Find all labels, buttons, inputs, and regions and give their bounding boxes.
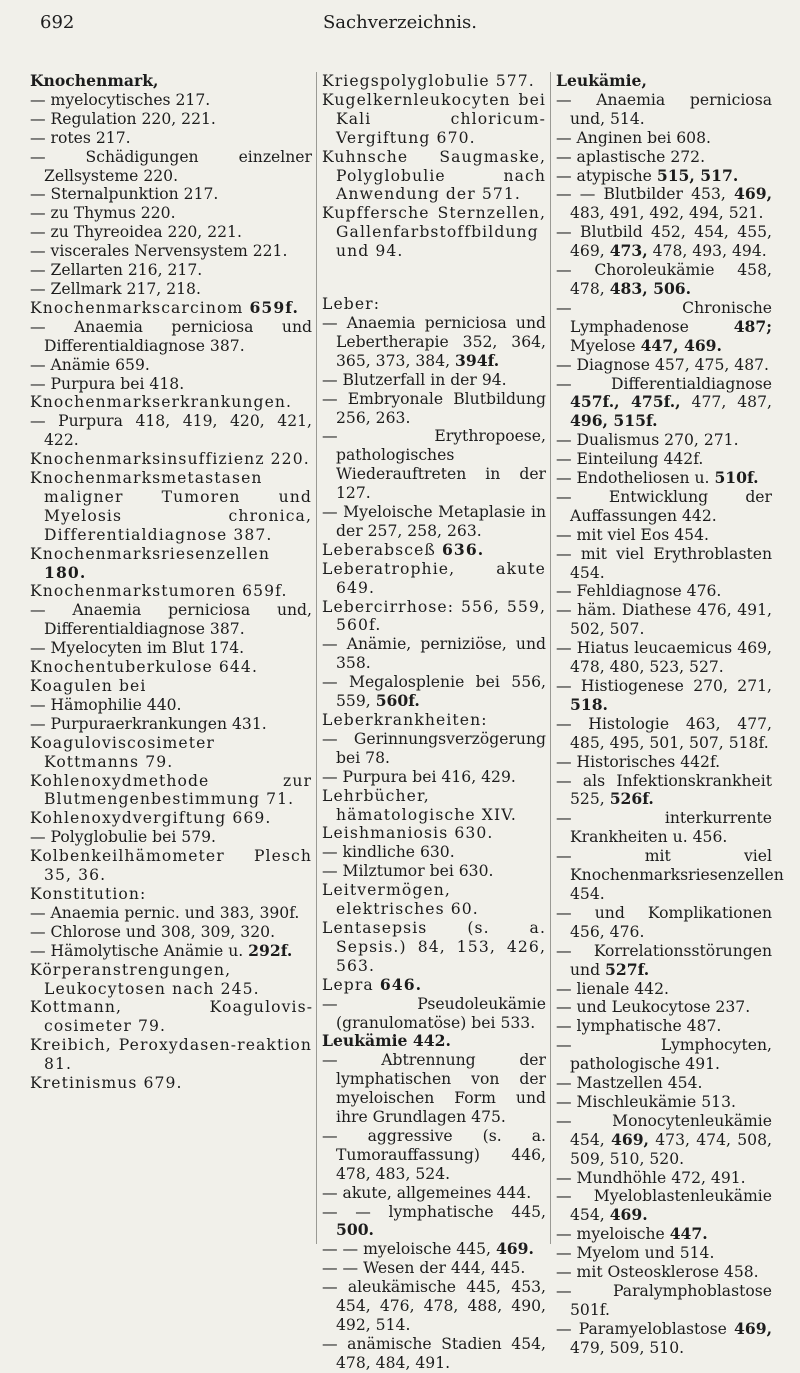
index-entry: — mit viel Eos 454. bbox=[556, 525, 709, 544]
index-entry: Koaguloviscosimeter Kottmanns 79. bbox=[30, 733, 215, 771]
index-entry: — Einteilung 442f. bbox=[556, 450, 704, 469]
index-entry: Kottmann, Koaguloviscosimeter 79. bbox=[30, 998, 312, 1036]
bold-page-ref: 500. bbox=[336, 1220, 374, 1240]
index-entry: Leber: bbox=[322, 295, 381, 314]
index-entry: Kupffersche Sternzellen, Gallenfarbstoffbildung und 94. bbox=[322, 204, 546, 261]
index-entry: Körperanstrengungen, Leukocytosen nach 245. bbox=[30, 960, 260, 998]
index-entry: — häm. Diathese 476, 491, 502, 507. bbox=[556, 601, 772, 639]
index-entry: — Zellarten 216, 217. bbox=[30, 261, 203, 280]
bold-page-ref: 469, bbox=[611, 1129, 649, 1149]
index-entry: — Mastzellen 454. bbox=[556, 1074, 703, 1093]
index-entry: Koagulen bei bbox=[30, 677, 147, 695]
index-entry: — als Infektionskrankheit 525, 526f. bbox=[556, 771, 772, 809]
bold-page-ref: 447, 469. bbox=[640, 335, 722, 355]
index-entry: Kugelkernleukocyten bei Kali chloricum-Vergiftung 670. bbox=[322, 90, 546, 147]
index-entry: — Myeloblastenleukämie 454, 469. bbox=[556, 1187, 772, 1225]
index-entry: Knochenmarkserkrankungen. bbox=[30, 393, 293, 412]
bold-page-ref: 447. bbox=[669, 1224, 708, 1244]
bold-page-ref: 527f. bbox=[605, 959, 650, 979]
index-entry: Knochenmarkscarcinom 659f. bbox=[30, 297, 300, 317]
index-entry: — Pseudoleukämie (granulomatöse) bei 533. bbox=[322, 994, 546, 1032]
page-number: 692 bbox=[40, 12, 75, 33]
index-entry: — Abtrennung der lymphatischen von der myeloischen Form und ihre Grundlagen 475. bbox=[322, 1051, 546, 1127]
bold-page-ref: 473, bbox=[609, 241, 648, 261]
index-entry: — Myelom und 514. bbox=[556, 1244, 715, 1263]
index-entry: — Anaemia perniciosa und, 514. bbox=[556, 90, 772, 128]
index-column-1 bbox=[30, 72, 312, 1093]
index-entry: — Megalosplenie bei 556, 559, 560f. bbox=[322, 673, 546, 711]
bold-page-ref: 510f. bbox=[714, 468, 759, 488]
index-entry: — Hämophilie 440. bbox=[30, 695, 182, 714]
index-entry: — Purpuraerkrankungen 431. bbox=[30, 714, 267, 733]
bold-page-ref: 560f. bbox=[375, 691, 420, 711]
index-entry: Knochenmarksinsuffizienz 220. bbox=[30, 450, 310, 469]
index-entry: — Korrelationsstörungen und 527f. bbox=[556, 941, 772, 979]
index-entry: — Purpura bei 416, 429. bbox=[322, 767, 516, 786]
index-entry: — Schädigungen einzelner Zellsysteme 220. bbox=[30, 147, 312, 185]
bold-page-ref: 483, 506. bbox=[609, 278, 692, 298]
index-entry: — zu Thymus 220. bbox=[30, 204, 176, 223]
bold-page-ref: 180. bbox=[44, 562, 87, 582]
index-entry: Konstitution: bbox=[30, 884, 147, 903]
index-entry: — Myelocyten im Blut 174. bbox=[30, 639, 245, 658]
index-entry: — atypische 515, 517. bbox=[556, 165, 739, 185]
index-entry: — Endotheliosen u. 510f. bbox=[556, 468, 759, 488]
index-entry: Leberabsceß 636. bbox=[322, 539, 485, 559]
column-divider bbox=[550, 72, 551, 1244]
index-entry: Lebercirrhose: 556, 559, 560f. bbox=[322, 597, 546, 635]
index-entry: — Anginen bei 608. bbox=[556, 128, 711, 147]
index-entry: — Historisches 442f. bbox=[556, 752, 721, 771]
index-entry: — Paralymphoblastose 501f. bbox=[556, 1282, 772, 1319]
index-entry: — lymphatische 487. bbox=[556, 1017, 722, 1036]
index-entry: — Anämie, perniziöse, und 358. bbox=[322, 635, 546, 673]
index-entry: Knochenmarksmetastasen maligner Tumoren und Myelosis chronica, Differentialdiagnose 387. bbox=[30, 469, 312, 544]
index-entry: — Blutzerfall in der 94. bbox=[322, 370, 507, 389]
index-heading: Leukämie 442. bbox=[322, 1031, 451, 1051]
index-entry: — Histiogenese 270, 271, 518. bbox=[556, 677, 772, 714]
index-entry: Knochenmarksriesenzellen 180. bbox=[30, 544, 270, 582]
running-title: Sachverzeichnis. bbox=[322, 12, 478, 33]
index-entry: — Mischleukämie 513. bbox=[556, 1092, 736, 1111]
index-entry: Kreibich, Peroxydasen-reaktion 81. bbox=[30, 1036, 312, 1074]
index-entry: — Anaemia pernic. und 383, 390f. bbox=[30, 903, 300, 922]
index-entry: — rotes 217. bbox=[30, 128, 131, 147]
bold-page-ref: 526f. bbox=[609, 789, 654, 809]
index-entry: — Sternalpunktion 217. bbox=[30, 185, 219, 204]
index-entry: — Chlorose und 308, 309, 320. bbox=[30, 922, 276, 941]
bold-page-ref: 469. bbox=[495, 1239, 534, 1259]
index-entry: — aggressive (s. a. Tumorauffassung) 446, 478, 483, 524. bbox=[322, 1126, 546, 1183]
index-entry: — aplastische 272. bbox=[556, 147, 706, 166]
index-entry: — Embryonale Blutbildung 256, 263. bbox=[322, 389, 546, 427]
index-entry: Kriegspolyglobulie 577. bbox=[322, 72, 535, 90]
index-entry: — Monocytenleukämie 454, 469, 473, 474, 508, 509, 510, 520. bbox=[556, 1111, 772, 1168]
index-entry: — myeloische 447. bbox=[556, 1224, 708, 1244]
index-entry: — mit viel Erythroblasten 454. bbox=[556, 544, 772, 582]
index-entry: Kohlenoxydvergiftung 669. bbox=[30, 809, 272, 828]
index-entry: — Fehldiagnose 476. bbox=[556, 582, 722, 601]
bold-page-ref: 469. bbox=[609, 1205, 648, 1225]
index-entry: Kretinismus 679. bbox=[30, 1074, 183, 1093]
index-entry: — — Wesen der 444, 445. bbox=[322, 1259, 526, 1278]
index-entry: — Entwicklung der Auffassungen 442. bbox=[556, 487, 772, 525]
index-entry: — Anaemia perniciosa und Differentialdiagnose 387. bbox=[30, 317, 312, 355]
index-entry: — Anämie 659. bbox=[30, 355, 150, 374]
index-entry: — Chronische Lymphadenose 487; Myelose 447, 469. bbox=[556, 298, 772, 355]
index-entry: — Regulation 220, 221. bbox=[30, 109, 216, 128]
index-entry: — Anaemia perniciosa und, Differentialdiagnose 387. bbox=[30, 601, 312, 639]
index-entry: — Paramyeloblastose 469, 479, 509, 510. bbox=[556, 1318, 772, 1357]
index-entry: — Hiatus leucaemicus 469, 478, 480, 523, 527. bbox=[556, 639, 772, 677]
bold-page-ref: 469, bbox=[734, 184, 772, 204]
index-entry: — Zellmark 217, 218. bbox=[30, 279, 201, 298]
bold-page-ref: 487; bbox=[733, 316, 772, 336]
index-entry: — aleukämische 445, 453, 454, 476, 478, 488, 490, 492, 514. bbox=[322, 1278, 546, 1334]
index-heading: Knochenmark, bbox=[30, 71, 159, 90]
index-entry: — Anaemia perniciosa und Lebertherapie 352, 364, 365, 373, 384, 394f. bbox=[322, 313, 546, 370]
index-entry: — und Leukocytose 237. bbox=[556, 998, 751, 1017]
index-entry: Leberatrophie, akute 649. bbox=[322, 559, 546, 597]
index-entry: — Histologie 463, 477, 485, 495, 501, 507, 518f. bbox=[556, 714, 772, 752]
index-entry: — Gerinnungsverzögerung bei 78. bbox=[322, 729, 546, 767]
index-column-3 bbox=[556, 71, 784, 1358]
index-entry: — interkurrente Krankheiten u. 456. bbox=[556, 809, 772, 847]
index-entry: — und Komplikationen 456, 476. bbox=[556, 903, 772, 941]
index-entry: Lepra 646. bbox=[322, 974, 423, 994]
index-entry: Leitvermögen, elektrisches 60. bbox=[322, 881, 479, 919]
bold-page-ref: 518. bbox=[570, 694, 608, 714]
index-entry: — Purpura bei 418. bbox=[30, 374, 185, 393]
bold-page-ref: 515, 517. bbox=[656, 165, 739, 185]
index-entry: — Erythropoese, pathologisches Wiederauftreten in der 127. bbox=[322, 427, 546, 503]
index-entry: — Myeloische Metaplasie in der 257, 258, 263. bbox=[322, 503, 546, 540]
bold-page-ref: 659f. bbox=[249, 297, 300, 317]
page-header bbox=[40, 12, 760, 42]
index-entry: — lienale 442. bbox=[556, 979, 669, 998]
index-entry: Kolbenkeilhämometer Plesch 35, 36. bbox=[30, 847, 312, 885]
index-entry: — — lymphatische 445, 500. bbox=[322, 1202, 546, 1240]
index-entry: — myelocytisches 217. bbox=[30, 90, 211, 109]
index-entry: Knochenmarkstumoren 659f. bbox=[30, 582, 288, 601]
bold-page-ref: 496, 515f. bbox=[570, 411, 658, 431]
index-entry: — Choroleukämie 458, 478, 483, 506. bbox=[556, 261, 772, 298]
index-entry: — Blutbild 452, 454, 455, 469, 473, 478, 493, 494. bbox=[556, 223, 772, 261]
column-divider bbox=[316, 72, 317, 1244]
index-entry: Leishmaniosis 630. bbox=[322, 824, 494, 843]
index-entry: — Hämolytische Anämie u. 292f. bbox=[30, 940, 293, 960]
index-entry: — Diagnose 457, 475, 487. bbox=[556, 355, 770, 374]
index-entry: — mit Osteosklerose 458. bbox=[556, 1263, 759, 1282]
bold-page-ref: 636. bbox=[441, 539, 485, 559]
index-entry: Kuhnsche Saugmaske, Polyglobulie nach Anwendung der 571. bbox=[322, 147, 546, 204]
index-entry: — Purpura 418, 419, 420, 421, 422. bbox=[30, 412, 312, 450]
index-entry: Leberkrankheiten: bbox=[322, 711, 488, 729]
index-entry: — — myeloische 445, 469. bbox=[322, 1239, 534, 1259]
index-entry: — Polyglobulie bei 579. bbox=[30, 828, 217, 847]
bold-page-ref: 646. bbox=[379, 974, 423, 994]
index-entry: — Differentialdiagnose 457f., 475f., 477, 487, 496, 515f. bbox=[556, 374, 772, 431]
index-entry: — anämische Stadien 454, 478, 484, 491. bbox=[322, 1334, 546, 1372]
index-entry: — Milztumor bei 630. bbox=[322, 862, 494, 881]
index-entry: — Mundhöhle 472, 491. bbox=[556, 1168, 746, 1187]
index-entry: Lentasepsis (s. a. Sepsis.) 84, 153, 426, 563. bbox=[322, 918, 546, 975]
bold-page-ref: 469, bbox=[734, 1318, 772, 1338]
bold-page-ref: 457f., 475f., bbox=[570, 392, 681, 412]
index-entry: — mit viel Knochenmarksriesenzellen 454. bbox=[556, 847, 784, 903]
index-entry: — Lymphocyten, pathologische 491. bbox=[556, 1036, 772, 1074]
index-entry: — kindliche 630. bbox=[322, 843, 455, 862]
index-entry: — — Blutbilder 453, 469, 483, 491, 492, 494, 521. bbox=[556, 184, 772, 223]
index-entry: — Dualismus 270, 271. bbox=[556, 431, 739, 450]
index-entry: — viscerales Nervensystem 221. bbox=[30, 242, 288, 261]
index-entry: — zu Thyreoidea 220, 221. bbox=[30, 223, 242, 242]
index-entry: Lehrbücher, hämatologische XIV. bbox=[322, 786, 517, 824]
index-column-2 bbox=[322, 72, 546, 1373]
index-entry: — akute, allgemeines 444. bbox=[322, 1183, 532, 1202]
index-entry: Knochentuberkulose 644. bbox=[30, 658, 258, 677]
bold-page-ref: 394f. bbox=[455, 350, 500, 370]
bold-page-ref: 292f. bbox=[248, 940, 293, 960]
index-entry: Kohlenoxydmethode zur Blutmengenbestimmung 71. bbox=[30, 771, 312, 809]
index-heading: Leukämie, bbox=[556, 71, 647, 90]
